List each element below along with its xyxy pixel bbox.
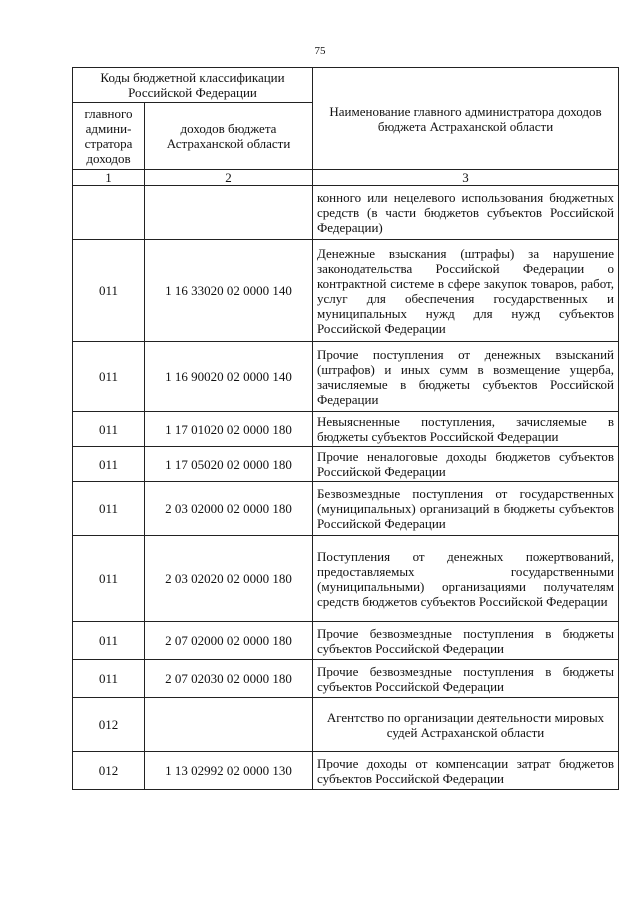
admin-code-cell: 012	[73, 752, 145, 790]
table-row	[73, 447, 619, 482]
table-row	[73, 342, 619, 412]
income-name-cell: Прочие поступления от денежных взысканий (штрафов) и иных сумм в возмещение ущерба, зачисляемые в бюджеты субъектов Российской Федерации	[313, 342, 619, 412]
admin-code-cell: 011	[73, 622, 145, 660]
admin-code-cell: 011	[73, 536, 145, 622]
budget-classification-table	[72, 67, 619, 790]
admin-code-cell: 011	[73, 660, 145, 698]
admin-code-cell: 011	[73, 447, 145, 482]
admin-code-cell: 011	[73, 240, 145, 342]
header-row-group	[73, 68, 619, 103]
income-code-cell: 2 03 02020 02 0000 180	[145, 536, 313, 622]
income-code-cell	[145, 186, 313, 240]
table-body	[73, 68, 619, 790]
income-name-cell: Прочие безвозмездные поступления в бюджеты субъектов Российской Федерации	[313, 622, 619, 660]
income-name-cell: Поступления от денежных пожертвований, предоставляемых государственными (муниципальными) организациями получателям средств бюджетов субъектов Российской Федерации	[313, 536, 619, 622]
column-number-row	[73, 170, 619, 186]
income-name-cell: Прочие неналоговые доходы бюджетов субъектов Российской Федерации	[313, 447, 619, 482]
header-group-title: Коды бюджетной классификации Российской Федерации	[73, 68, 313, 103]
income-code-cell: 1 17 05020 02 0000 180	[145, 447, 313, 482]
table-row	[73, 536, 619, 622]
income-name-cell: Невыясненные поступления, зачисляемые в бюджеты субъектов Российской Федерации	[313, 412, 619, 447]
header-col2-title: доходов бюджета Астраханской области	[145, 103, 313, 170]
column-number-3: 3	[313, 170, 619, 186]
income-name-cell: Денежные взыскания (штрафы) за нарушение законодательства Российской Федерации о контрактной системе в сфере закупок товаров, работ, услуг для обеспечения государственных и муниципальных нужд для нужд субъектов Российской Федерации	[313, 240, 619, 342]
table-row	[73, 622, 619, 660]
table-row	[73, 698, 619, 752]
table-row	[73, 186, 619, 240]
table-row	[73, 240, 619, 342]
income-code-cell: 1 16 90020 02 0000 140	[145, 342, 313, 412]
administrator-name-cell: Агентство по организации деятельности мировых судей Астраханской области	[313, 698, 619, 752]
income-name-cell: конного или нецелевого использования бюджетных средств (в части бюджетов субъектов Российской Федерации)	[313, 186, 619, 240]
income-code-cell: 1 13 02992 02 0000 130	[145, 752, 313, 790]
table-row	[73, 660, 619, 698]
table-row	[73, 752, 619, 790]
admin-code-cell: 011	[73, 482, 145, 536]
column-number-1: 1	[73, 170, 145, 186]
admin-code-cell	[73, 186, 145, 240]
page-number: 75	[314, 45, 326, 57]
income-code-cell: 1 16 33020 02 0000 140	[145, 240, 313, 342]
income-code-cell	[145, 698, 313, 752]
header-col3-title: Наименование главного администратора доходов бюджета Астраханской области	[313, 68, 619, 170]
income-code-cell: 2 07 02000 02 0000 180	[145, 622, 313, 660]
admin-code-cell: 011	[73, 412, 145, 447]
table-row	[73, 412, 619, 447]
income-name-cell: Безвозмездные поступления от государственных (муниципальных) организаций в бюджеты субъектов Российской Федерации	[313, 482, 619, 536]
income-name-cell: Прочие безвозмездные поступления в бюджеты субъектов Российской Федерации	[313, 660, 619, 698]
income-name-cell: Прочие доходы от компенсации затрат бюджетов субъектов Российской Федерации	[313, 752, 619, 790]
table-row	[73, 482, 619, 536]
income-code-cell: 2 03 02000 02 0000 180	[145, 482, 313, 536]
income-code-cell: 2 07 02030 02 0000 180	[145, 660, 313, 698]
income-code-cell: 1 17 01020 02 0000 180	[145, 412, 313, 447]
admin-code-cell: 012	[73, 698, 145, 752]
admin-code-cell: 011	[73, 342, 145, 412]
column-number-2: 2	[145, 170, 313, 186]
header-col1-title: главного админи-стратора доходов	[73, 103, 145, 170]
